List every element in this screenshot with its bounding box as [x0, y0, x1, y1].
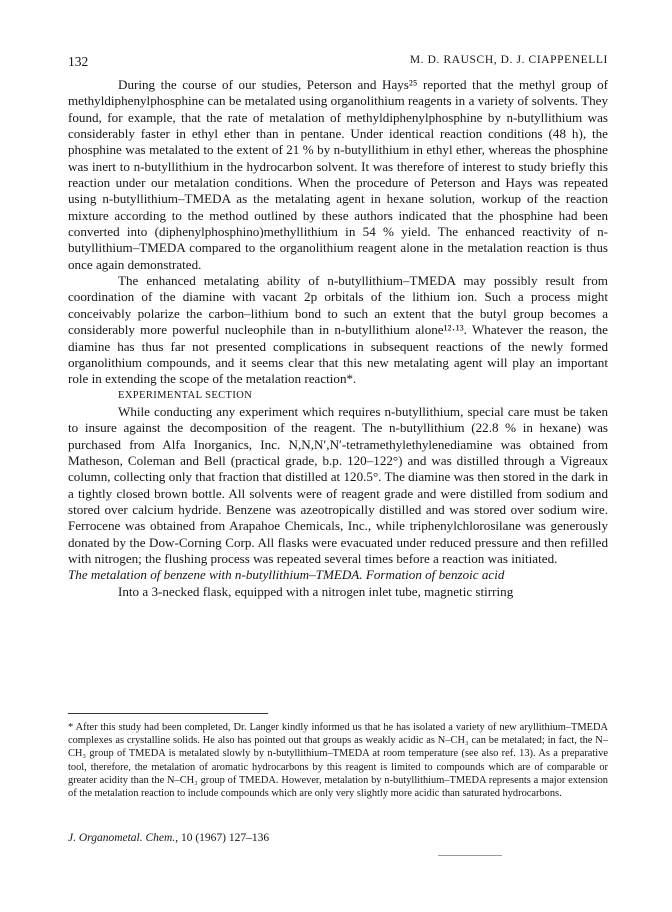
- running-head-authors: M. D. RAUSCH, D. J. CIAPPENELLI: [409, 54, 608, 66]
- footnote: * After this study had been completed, Dr. Langer kindly informed us that he has isolated a variety of new aryllithium–TMEDA complexes as crystalline solids. He also has pointed out that groups as weakly acidic as N–CH₃ can be metalated; in fact, the N–CH₃ group of TMEDA is metalated slowly by n-butyllithium–TMEDA at room temperature (see also ref. 13). As a preparative tool, therefore, the metalation of aromatic hydrocarbons by this reagent is limited to compounds which are of comparable or greater acidity than the N–CH₃ group of TMEDA. However, metalation by n-butyllithium–TMEDA represents a major extension of the metalation reaction to include compounds which are only very slightly more acidic than saturated hydrocarbons.: [68, 722, 608, 800]
- page-header: [68, 54, 608, 72]
- journal-name: J. Organometal. Chem.: [68, 832, 176, 844]
- journal-page: [68, 0, 608, 912]
- paragraph-reagents: While conducting any experiment which requires n-butyllithium, special care must be taken to insure against the decomposition of the reagent. The n-butyllithium (22.8 % in hexane) was purchased from Alfa Inorganics, Inc. N,N,N′,N′-tetramethylethylenediamine was obtained from Matheson, Coleman and Bell (practical grade, b.p. 120–122°) and was distilled through a Vigreaux column, collecting only that fraction that distilled at 120.5°. The diamine was then stored in the dark in a tightly closed brown bottle. All solvents were of reagent grade and were distilled from sodium and stored over calcium hydride. Benzene was azeotropically distilled and was stored over sodium wire. Ferrocene was obtained from Arapahoe Chemicals, Inc., while triphenylchlorosilane was generously donated by the Dow-Corning Corp. All flasks were evacuated under reduced pressure and then refilled with nitrogen; the flushing process was repeated several times before a reaction was initiated.: [68, 403, 608, 566]
- main-text: [68, 77, 608, 600]
- subheading-benzene-metalation: The metalation of benzene with n-butyllithium–TMEDA. Formation of benzoic acid: [68, 567, 505, 583]
- paragraph-metalating-ability: The enhanced metalating ability of n-butyllithium–TMEDA may possibly result from coordination of the diamine with vacant 2p orbitals of the lithium ion. Such a process might conceivably polarize the carbon–lithium bond to such an extent that the butyl group becomes a considerably more powerful nucleophile than in n-butyllithium alone¹²·¹³. Whatever the reason, the diamine has thus far not presented complications in subsequent reactions of the newly formed organolithium compounds, and it seems clear that this new metalating agent will play an important role in extending the scope of the metalation reaction*.: [68, 273, 608, 387]
- footer-rule: [438, 855, 502, 856]
- paragraph-peterson-hays: During the course of our studies, Peterson and Hays²⁵ reported that the methyl group of methyldiphenylphosphine can be metalated using organolithium reagents in a variety of solvents. They found, for example, that the rate of metalation of methyldiphenylphosphine by n-butyllithium was considerably faster in ethyl ether than in pentane. Under identical reaction conditions (48 h), the phosphine was metalated to the extent of 21 % by n-butyllithium in ethyl ether, whereas the phosphine was inert to n-butyllithium in the hydrocarbon solvent. It was therefore of interest to study briefly this reaction under our metalation conditions. When the procedure of Peterson and Hays was repeated using n-butyllithium–TMEDA as the metalating agent in hexane solution, workup of the reaction mixture according to the method outlined by these authors indicated that the phosphine had been converted into (diphenylphosphino)methyllithium in 54 % yield. The enhanced reactivity of n-butyllithium–TMEDA compared to the organolithium reagent alone in the metalation reaction is thus once again demonstrated.: [68, 77, 608, 272]
- page-number: 132: [68, 54, 89, 69]
- section-heading-experimental: EXPERIMENTAL SECTION: [118, 389, 253, 401]
- footnote-divider: [68, 713, 268, 714]
- journal-volume-pages: , 10 (1967) 127–136: [175, 832, 270, 844]
- journal-citation: [68, 832, 269, 844]
- paragraph-procedure: Into a 3-necked flask, equipped with a nitrogen inlet tube, magnetic stirring: [118, 583, 514, 599]
